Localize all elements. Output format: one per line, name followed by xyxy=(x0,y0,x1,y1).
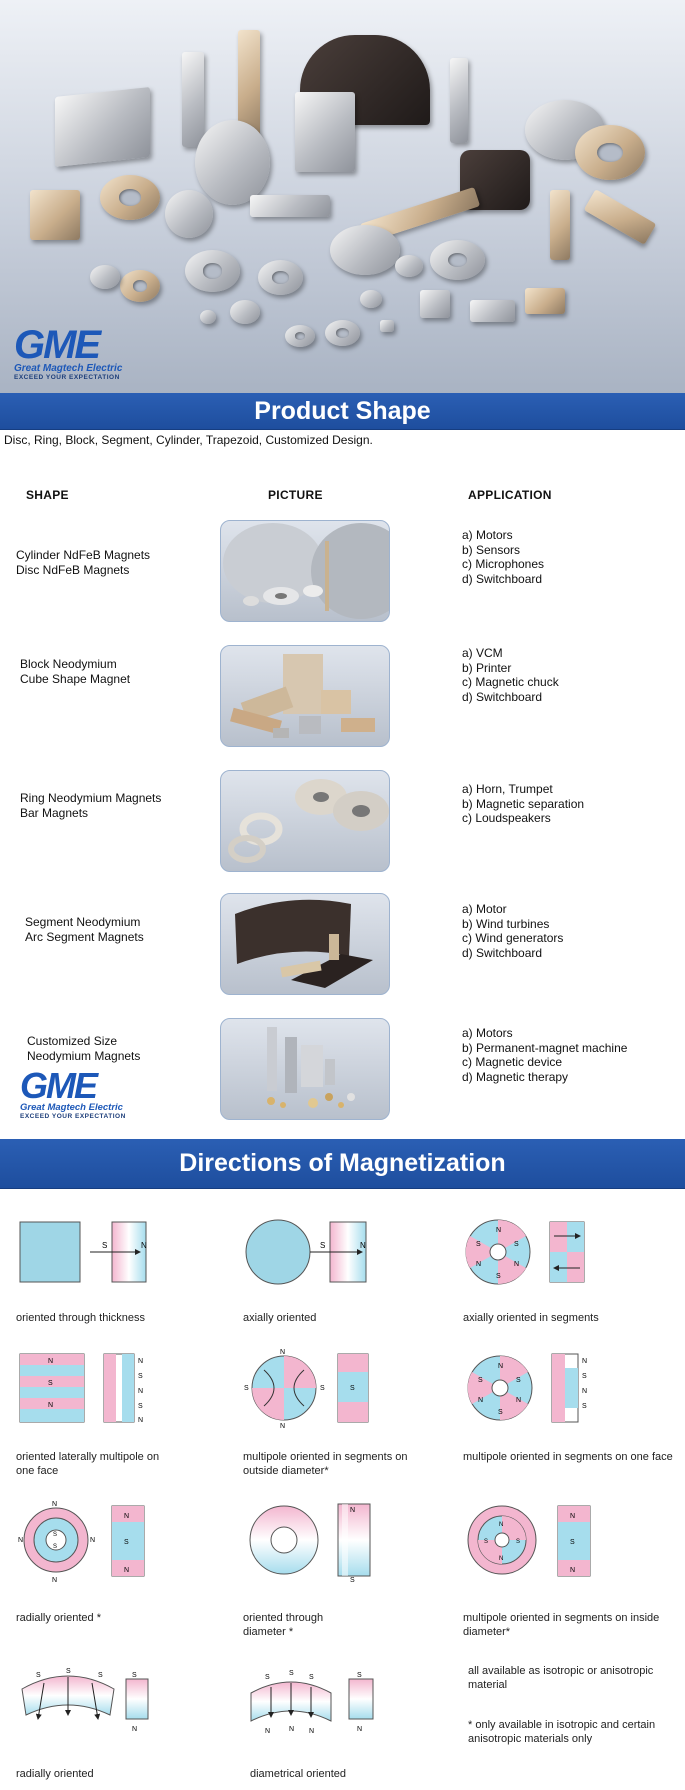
svg-text:S: S xyxy=(36,1672,41,1679)
svg-text:S: S xyxy=(582,1403,587,1410)
svg-text:N: N xyxy=(138,1388,144,1395)
svg-text:N: N xyxy=(514,1261,520,1268)
diagram-multipole-face xyxy=(462,1348,597,1428)
svg-text:S: S xyxy=(514,1241,519,1248)
application-item: c) Microphones xyxy=(462,557,545,572)
diagram-radially-oriented-star xyxy=(16,1500,151,1582)
pole-s: S xyxy=(102,1241,108,1250)
svg-text:S: S xyxy=(350,1385,355,1392)
shape-name: Neodymium Magnets xyxy=(27,1049,141,1063)
svg-text:N: N xyxy=(280,1349,286,1356)
label-through-thickness: oriented through thickness xyxy=(16,1312,146,1324)
svg-text:N: N xyxy=(52,1577,58,1582)
apps-row-1 xyxy=(462,528,544,586)
shape-row-2 xyxy=(20,657,130,687)
label-multipole-inside: multipole oriented in segments on inside diameter* xyxy=(463,1612,660,1638)
picture-custom-magnets xyxy=(220,1018,390,1120)
logo-name: Great Magtech Electric xyxy=(14,363,123,374)
label-axially-oriented: axially oriented xyxy=(243,1312,317,1324)
apps-row-2 xyxy=(462,646,559,704)
note-isotropic: all available as isotropic or anisotropic material xyxy=(468,1665,654,1691)
svg-text:S: S xyxy=(66,1668,71,1675)
shape-name: Segment Neodymium xyxy=(25,915,141,929)
svg-text:N: N xyxy=(138,1358,144,1365)
svg-text:N: N xyxy=(516,1397,522,1404)
shape-name: Cylinder NdFeB Magnets xyxy=(16,548,151,562)
diagram-multipole-outside xyxy=(242,1348,377,1428)
svg-text:S: S xyxy=(309,1674,314,1681)
svg-text:S: S xyxy=(48,1380,53,1387)
company-logo xyxy=(14,325,122,381)
svg-text:N: N xyxy=(132,1726,138,1733)
diagram-axially-oriented xyxy=(242,1214,377,1286)
svg-text:N: N xyxy=(265,1728,271,1735)
svg-text:S: S xyxy=(244,1385,249,1392)
label-radially-oriented-arc: radially oriented xyxy=(16,1768,94,1780)
svg-text:N: N xyxy=(498,1363,504,1370)
picture-disc-magnets xyxy=(220,520,390,622)
diagram-radially-oriented-arc xyxy=(16,1665,151,1735)
svg-text:N: N xyxy=(52,1501,58,1508)
application-item: c) Loudspeakers xyxy=(462,811,551,826)
diagram-through-thickness xyxy=(16,1214,151,1286)
svg-text:N: N xyxy=(289,1726,295,1733)
logo-tagline: EXCEED YOUR EXPECTATION xyxy=(20,1113,126,1120)
svg-text:N: N xyxy=(124,1567,130,1574)
label-multipole-face: multipole oriented in segments on one face xyxy=(463,1451,673,1463)
column-header-application: APPLICATION xyxy=(468,488,552,502)
shape-name: Disc NdFeB Magnets xyxy=(16,563,130,577)
application-item: c) Magnetic chuck xyxy=(462,675,559,690)
picture-segment-magnets xyxy=(220,893,390,995)
shape-name: Arc Segment Magnets xyxy=(25,930,144,944)
shape-name: Cube Shape Magnet xyxy=(20,672,131,686)
application-item: a) Motors xyxy=(462,1026,513,1040)
svg-text:N: N xyxy=(496,1227,502,1234)
pole-s: S xyxy=(320,1241,326,1250)
application-item: d) Switchboard xyxy=(462,945,543,960)
diagram-through-diameter xyxy=(242,1500,377,1582)
svg-text:N: N xyxy=(570,1567,576,1574)
logo-tagline: EXCEED YOUR EXPECTATION xyxy=(14,374,120,381)
shape-row-4 xyxy=(25,915,144,945)
application-item: b) Wind turbines xyxy=(462,916,550,931)
pole-n: N xyxy=(360,1241,366,1250)
application-item: d) Magnetic therapy xyxy=(462,1069,569,1084)
logo-mark: GME xyxy=(14,323,100,367)
diagram-laterally-multipole xyxy=(16,1348,151,1428)
company-logo-2 xyxy=(20,1065,126,1120)
diagram-axially-segments xyxy=(462,1214,597,1286)
shape-intro-text: Disc, Ring, Block, Segment, Cylinder, Trapezoid, Customized Design. xyxy=(4,433,373,447)
note-star: * only available in isotropic and certain anisotropic materials only xyxy=(468,1719,656,1745)
application-item: b) Printer xyxy=(462,660,512,675)
shape-row-5 xyxy=(27,1034,140,1064)
magnetization-title: Directions of Magnetization xyxy=(179,1149,506,1177)
label-laterally-multipole: oriented laterally multipole on one face xyxy=(16,1451,160,1477)
svg-text:N: N xyxy=(138,1417,144,1424)
label-multipole-outside: multipole oriented in segments on outside diameter* xyxy=(243,1451,408,1477)
svg-text:S: S xyxy=(320,1385,325,1392)
svg-text:S: S xyxy=(357,1672,362,1679)
column-header-picture: PICTURE xyxy=(268,488,323,502)
application-item: b) Magnetic separation xyxy=(462,796,585,811)
label-radially-oriented-star: radially oriented * xyxy=(16,1612,101,1624)
label-diametrical-oriented: diametrical oriented xyxy=(250,1768,346,1780)
application-item: b) Permanent-magnet machine xyxy=(462,1040,628,1055)
application-item: a) Motors xyxy=(462,528,513,542)
svg-text:S: S xyxy=(516,1539,521,1545)
svg-text:N: N xyxy=(124,1513,130,1520)
apps-row-5 xyxy=(462,1026,627,1084)
svg-text:N: N xyxy=(499,1556,504,1562)
svg-text:S: S xyxy=(484,1539,489,1545)
svg-text:N: N xyxy=(18,1537,24,1544)
svg-text:S: S xyxy=(570,1539,575,1546)
apps-row-4 xyxy=(462,902,563,960)
svg-text:N: N xyxy=(582,1358,588,1365)
shape-row-3 xyxy=(20,791,161,821)
svg-text:N: N xyxy=(570,1513,576,1520)
svg-text:S: S xyxy=(498,1409,503,1416)
hero-product-photo xyxy=(0,0,685,393)
picture-block-magnets xyxy=(220,645,390,747)
svg-text:N: N xyxy=(48,1358,54,1365)
application-item: a) Horn, Trumpet xyxy=(462,782,553,796)
svg-text:S: S xyxy=(53,1544,58,1550)
application-item: a) VCM xyxy=(462,646,503,660)
label-axially-segments: axially oriented in segments xyxy=(463,1312,599,1324)
svg-text:S: S xyxy=(496,1273,501,1280)
apps-row-3 xyxy=(462,782,584,826)
svg-text:N: N xyxy=(90,1537,96,1544)
shape-name: Ring Neodymium Magnets xyxy=(20,791,162,805)
shape-name: Block Neodymium xyxy=(20,657,117,671)
pole-n: N xyxy=(141,1241,147,1250)
svg-text:S: S xyxy=(138,1373,143,1380)
svg-text:S: S xyxy=(350,1577,355,1582)
svg-text:N: N xyxy=(350,1507,356,1514)
svg-text:S: S xyxy=(138,1403,143,1410)
svg-text:N: N xyxy=(48,1402,54,1409)
label-through-diameter: oriented through diameter * xyxy=(243,1612,324,1638)
column-header-shape: SHAPE xyxy=(26,488,69,502)
shape-name: Bar Magnets xyxy=(20,806,89,820)
application-item: c) Magnetic device xyxy=(462,1055,563,1070)
product-shape-heading xyxy=(0,393,685,429)
svg-text:S: S xyxy=(265,1674,270,1681)
application-item: d) Switchboard xyxy=(462,689,543,704)
svg-text:S: S xyxy=(98,1672,103,1679)
svg-text:S: S xyxy=(124,1539,129,1546)
svg-text:S: S xyxy=(582,1373,587,1380)
svg-text:N: N xyxy=(582,1388,588,1395)
diagram-diametrical-oriented xyxy=(245,1665,380,1735)
svg-text:S: S xyxy=(53,1532,58,1538)
shape-name: Customized Size xyxy=(27,1034,118,1048)
svg-text:S: S xyxy=(516,1377,521,1384)
svg-text:N: N xyxy=(357,1726,363,1733)
product-shape-title: Product Shape xyxy=(254,397,431,425)
diagram-multipole-inside xyxy=(462,1500,597,1582)
logo-name: Great Magtech Electric xyxy=(20,1102,123,1113)
svg-text:N: N xyxy=(499,1522,504,1528)
svg-text:S: S xyxy=(289,1670,294,1677)
svg-text:N: N xyxy=(280,1423,286,1428)
svg-text:S: S xyxy=(132,1672,137,1679)
picture-ring-magnets xyxy=(220,770,390,872)
svg-text:S: S xyxy=(476,1241,481,1248)
application-item: d) Switchboard xyxy=(462,571,543,586)
logo-mark: GME xyxy=(20,1065,97,1106)
svg-text:N: N xyxy=(476,1261,482,1268)
shape-row-1 xyxy=(16,548,150,578)
svg-text:N: N xyxy=(478,1397,484,1404)
svg-text:N: N xyxy=(309,1728,315,1735)
svg-text:S: S xyxy=(478,1377,483,1384)
application-item: a) Motor xyxy=(462,902,507,916)
application-item: c) Wind generators xyxy=(462,931,564,946)
magnetization-heading xyxy=(0,1139,685,1188)
application-item: b) Sensors xyxy=(462,542,521,557)
